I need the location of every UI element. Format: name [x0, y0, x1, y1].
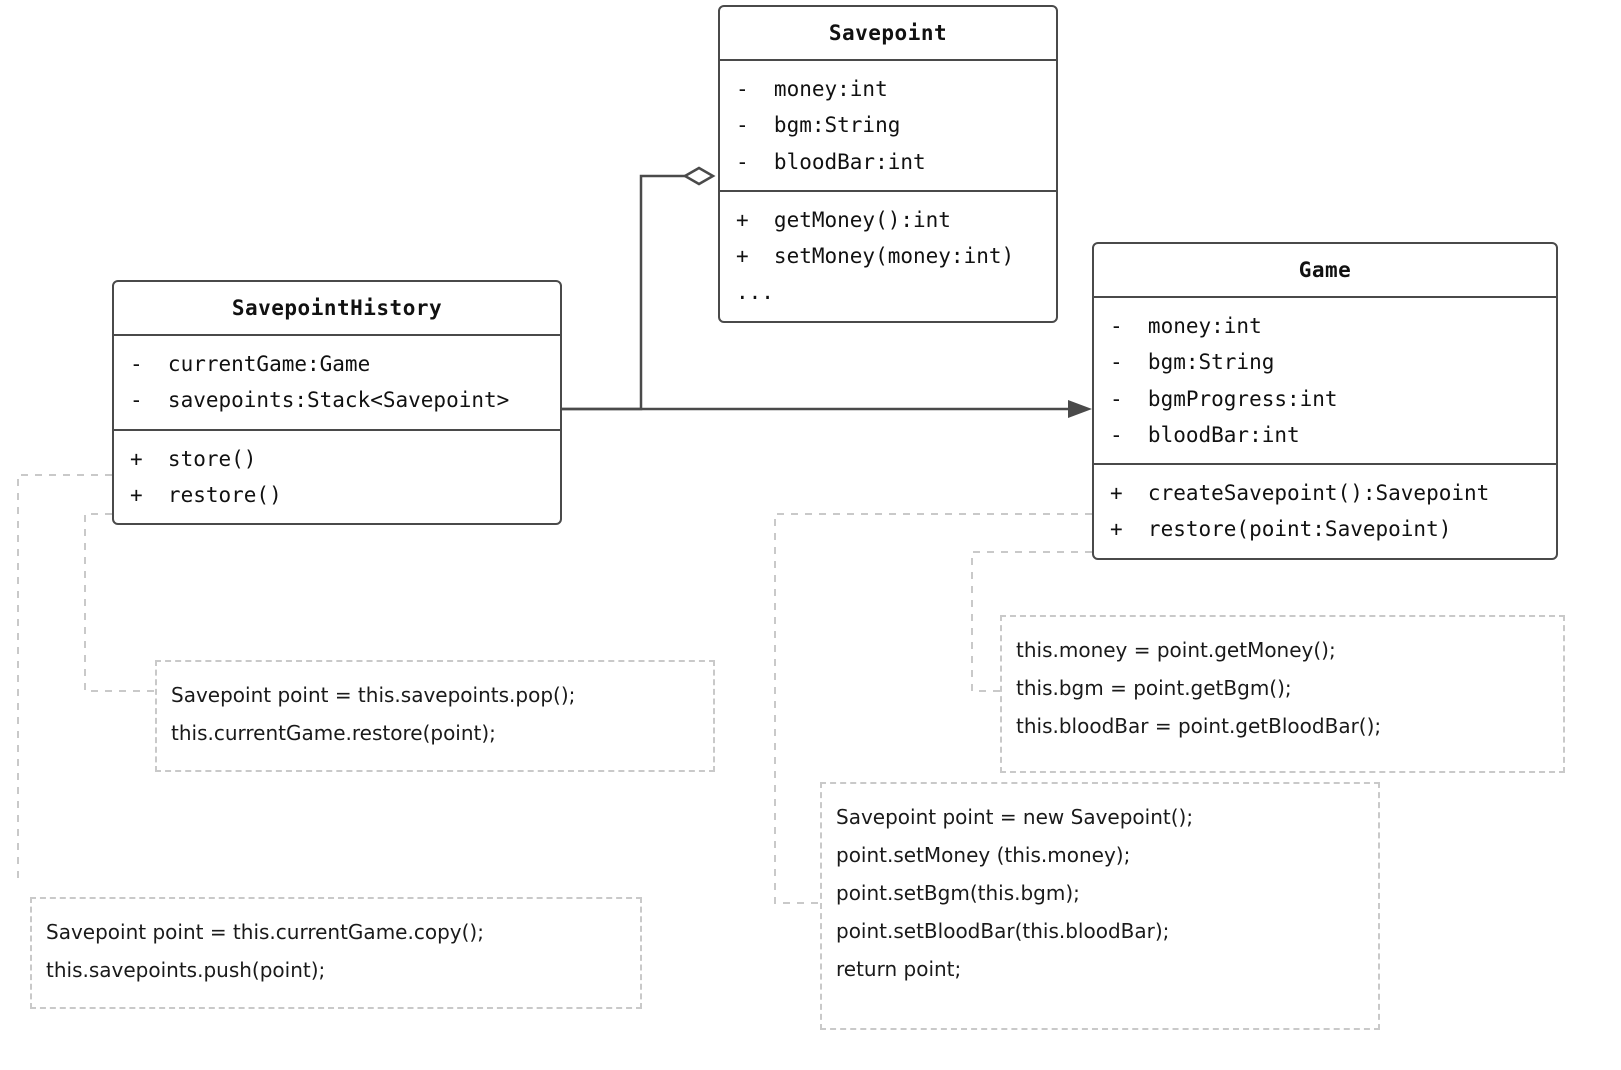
uml-class-game[interactable] [1092, 242, 1558, 560]
note-line: this.bgm = point.getBgm(); [1016, 676, 1292, 700]
class-attribute: - bgm:String [1110, 350, 1275, 375]
note-line: this.currentGame.restore(point); [171, 721, 496, 745]
class-method: + getMoney():int [736, 207, 951, 232]
note-line: this.savepoints.push(point); [46, 958, 326, 982]
class-attributes [720, 61, 1056, 190]
class-method: + setMoney(money:int) [736, 244, 1015, 268]
class-method: ... [736, 280, 774, 305]
note-restore-history[interactable] [155, 660, 715, 772]
note-line: point.setBgm(this.bgm); [836, 881, 1080, 905]
note-line: Savepoint point = this.currentGame.copy(); [46, 920, 484, 944]
note-game-restore[interactable] [1000, 615, 1565, 773]
note-store-history[interactable] [30, 897, 642, 1009]
note-line: return point; [836, 957, 962, 981]
class-method: + createSavepoint():Savepoint [1110, 481, 1490, 505]
class-attribute: - currentGame:Game [130, 352, 371, 376]
note-line: point.setMoney (this.money); [836, 843, 1131, 867]
class-attribute: - bloodBar:int [736, 149, 926, 174]
class-title: Game [1298, 258, 1352, 282]
association-history-game [562, 400, 1092, 418]
class-attribute: - savepoints:Stack<Savepoint> [130, 388, 510, 413]
uml-class-savepoint-history[interactable] [112, 280, 562, 525]
note-line: point.setBloodBar(this.bloodBar); [836, 919, 1170, 943]
note-line: this.money = point.getMoney(); [1016, 638, 1336, 662]
uml-class-savepoint[interactable] [718, 5, 1058, 323]
class-method: + store() [130, 446, 257, 471]
class-methods [114, 431, 560, 524]
aggregation-history-savepoint [562, 168, 713, 409]
class-attributes [1094, 298, 1556, 463]
class-attribute: - money:int [736, 77, 888, 101]
class-attribute: - bgm:String [736, 113, 901, 138]
class-title: SavepointHistory [231, 296, 443, 320]
class-attribute: - bloodBar:int [1110, 422, 1300, 447]
note-line: this.bloodBar = point.getBloodBar(); [1016, 714, 1382, 738]
note-line: Savepoint point = new Savepoint(); [836, 805, 1194, 829]
note-line: Savepoint point = this.savepoints.pop(); [171, 683, 576, 707]
class-attribute: - money:int [1110, 314, 1262, 338]
class-methods [720, 192, 1056, 321]
class-methods [1094, 465, 1556, 558]
class-attributes [114, 336, 560, 429]
class-title: Savepoint [828, 21, 948, 45]
class-attribute: - bgmProgress:int [1110, 386, 1338, 411]
class-method: + restore() [130, 482, 282, 507]
class-method: + restore(point:Savepoint) [1110, 517, 1452, 542]
note-game-create-savepoint[interactable] [820, 782, 1380, 1030]
